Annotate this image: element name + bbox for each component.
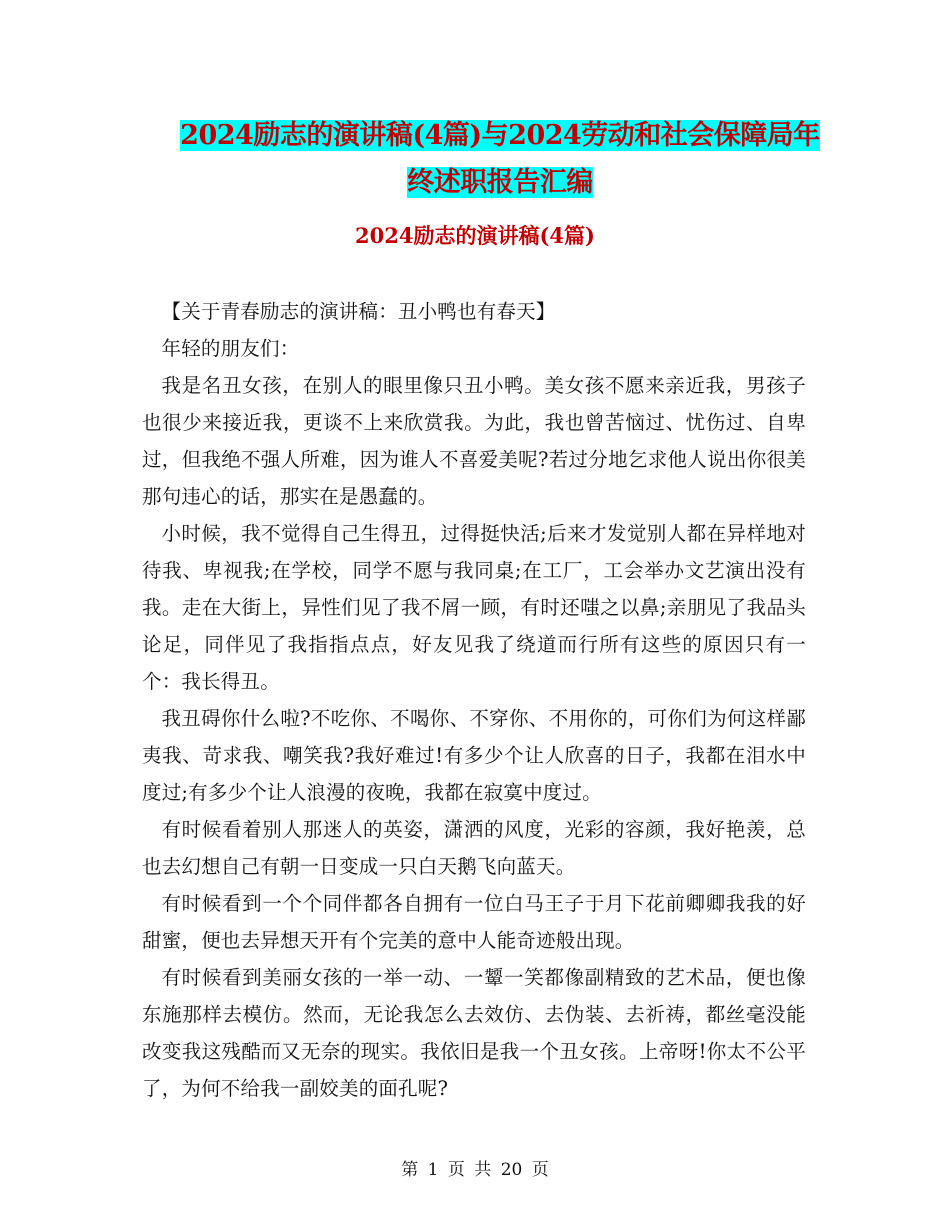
paragraph-heading: 【关于青春励志的演讲稿：丑小鸭也有春天】 <box>161 300 556 323</box>
paragraph: 有时候看到美丽女孩的一举一动、一颦一笑都像副精致的艺术品，便也像东施那样去模仿。然而，无论我怎么去效仿、去伪装、去祈祷，都丝毫没能改变我这残酷而又无奈的现实。我依旧是我一个丑女孩。上帝呀!你太不公平了，为何不给我一副姣美的面孔呢? <box>142 966 806 1100</box>
paragraph: 我丑碍你什么啦?不吃你、不喝你、不穿你、不用你的，可你们为何这样鄙夷我、苛求我、嘲笑我?我好难过!有多少个让人欣喜的日子，我都在泪水中度过;有多少个让人浪漫的夜晚，我都在寂寞中度过。 <box>142 707 806 804</box>
paragraph: 我是名丑女孩，在别人的眼里像只丑小鸭。美女孩不愿来亲近我，男孩子也很少来接近我，更谈不上来欣赏我。为此，我也曾苦恼过、忧伤过、自卑过，但我绝不强人所难，因为谁人不喜爱美呢?若过分地乞求他人说出你很美那句违心的话，那实在是愚蠢的。 <box>142 374 806 508</box>
paragraph: 有时候看着别人那迷人的英姿，潇洒的风度，光彩的容颜，我好艳羡，总也去幻想自己有朝一日变成一只白天鹅飞向蓝天。 <box>142 818 806 878</box>
document-title-line-2: 终述职报告汇编 <box>407 167 593 198</box>
body-text <box>142 293 806 1107</box>
document-title-line-1: 2024励志的演讲稿(4篇)与2024劳动和社会保障局年 <box>180 120 820 151</box>
paragraph: 小时候，我不觉得自己生得丑，过得挺快活;后来才发觉别人都在异样地对待我、卑视我;在学校，同学不愿与我同桌;在工厂，工会举办文艺演出没有我。走在大街上，异性们见了我不屑一顾，有时还嗤之以鼻;亲朋见了我品头论足，同伴见了我指指点点，好友见我了绕道而行所有这些的原因只有一个：我长得丑。 <box>142 522 806 693</box>
paragraph: 有时候看到一个个同伴都各自拥有一位白马王子于月下花前卿卿我我的好甜蜜，便也去异想天开有个完美的意中人能奇迹般出现。 <box>142 892 806 952</box>
section-title: 2024励志的演讲稿(4篇) <box>355 223 595 248</box>
page-footer: 第 1 页 共 20 页 <box>401 1160 549 1180</box>
paragraph-salutation: 年轻的朋友们： <box>161 337 300 360</box>
document-title <box>150 112 850 206</box>
